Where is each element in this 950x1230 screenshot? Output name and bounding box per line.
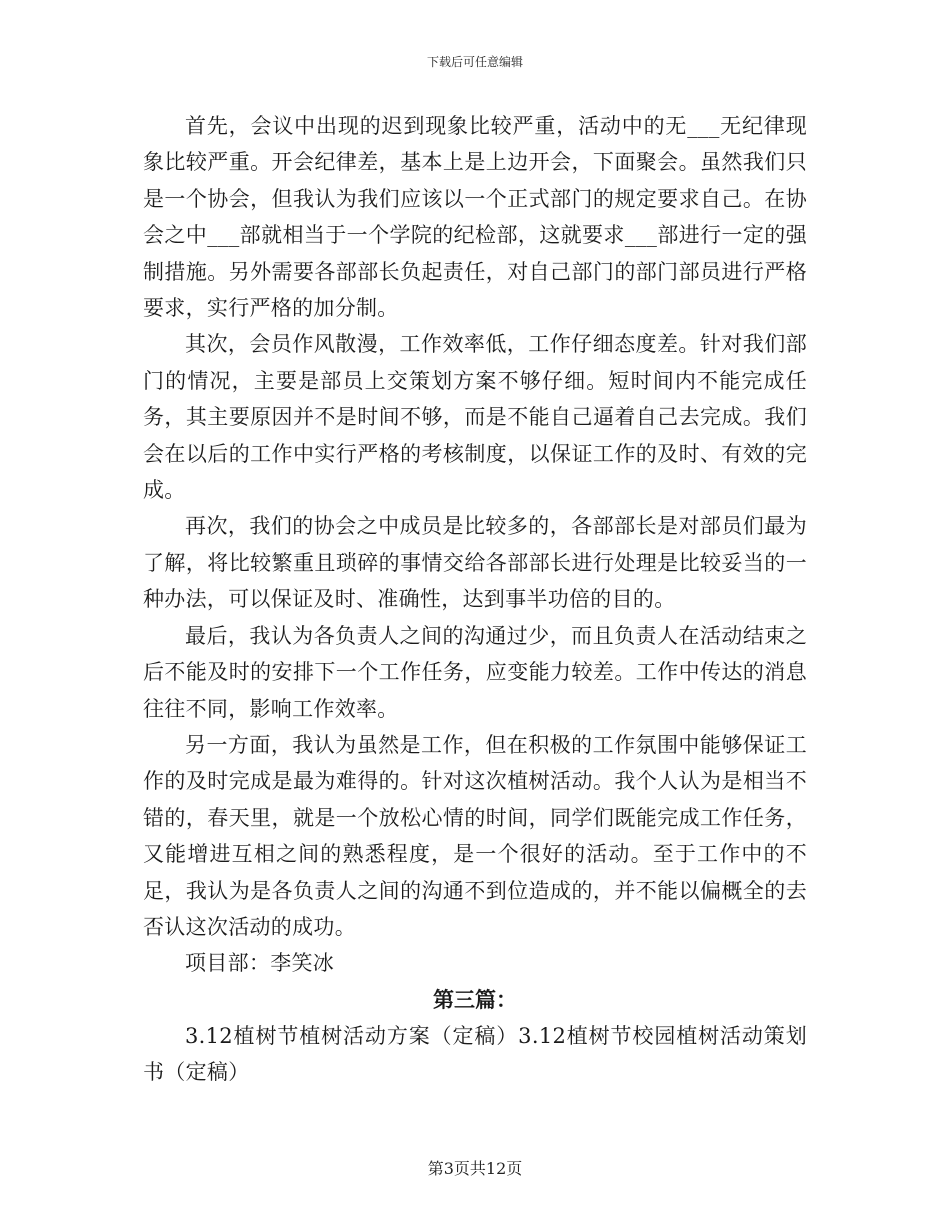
paragraph-fifth: 另一方面，我认为虽然是工作，但在积极的工作氛围中能够保证工作的及时完成是最为难得的。针对这次植树活动。我个人认为是相当不错的，春天里，就是一个放松心情的时间，同学们既能完成工作任务，又能增进互相之间的熟悉程度，是一个很好的活动。至于工作中的不足，我认为是各负责人之间的沟通不到位造成的，并不能以偏概全的去否认这次活动的成功。 bbox=[143, 732, 807, 939]
document-body bbox=[143, 108, 807, 1091]
section-title: 第三篇： bbox=[433, 987, 517, 1012]
paragraph-second: 其次，会员作风散漫，工作效率低，工作仔细态度差。针对我们部门的情况，主要是部员上交策划方案不够仔细。短时间内不能完成任务，其主要原因并不是时间不够，而是不能自己逼着自己去完成。我们会在以后的工作中实行严格的考核制度，以保证工作的及时、有效的完成。 bbox=[143, 332, 807, 503]
signature-line: 项目部：李笑冰 bbox=[185, 951, 335, 976]
page-number: 第3页共12页 bbox=[427, 1159, 523, 1178]
page-header-note: 下载后可任意编辑 bbox=[426, 55, 523, 69]
paragraph-fourth: 最后，我认为各负责人之间的沟通过少，而且负责人在活动结束之后不能及时的安排下一个工作任务，应变能力较差。工作中传达的消息往往不同，影响工作效率。 bbox=[143, 623, 807, 721]
paragraph-first: 首先，会议中出现的迟到现象比较严重，活动中的无___无纪律现象比较严重。开会纪律差，基本上是上边开会，下面聚会。虽然我们只是一个协会，但我认为我们应该以一个正式部门的规定要求自己。在协会之中___部就相当于一个学院的纪检部，这就要求___部进行一定的强制措施。另外需要各部部长负起责任，对自己部门的部门部员进行严格要求，实行严格的加分制。 bbox=[143, 114, 807, 321]
paragraph-third: 再次，我们的协会之中成员是比较多的，各部部长是对部员们最为了解，将比较繁重且琐碎的事情交给各部部长进行处理是比较妥当的一种办法，可以保证及时、准确性，达到事半功倍的目的。 bbox=[143, 514, 807, 612]
section-paragraph: 3.12植树节植树活动方案（定稿）3.12植树节校园植树活动策划书（定稿） bbox=[143, 1023, 807, 1085]
